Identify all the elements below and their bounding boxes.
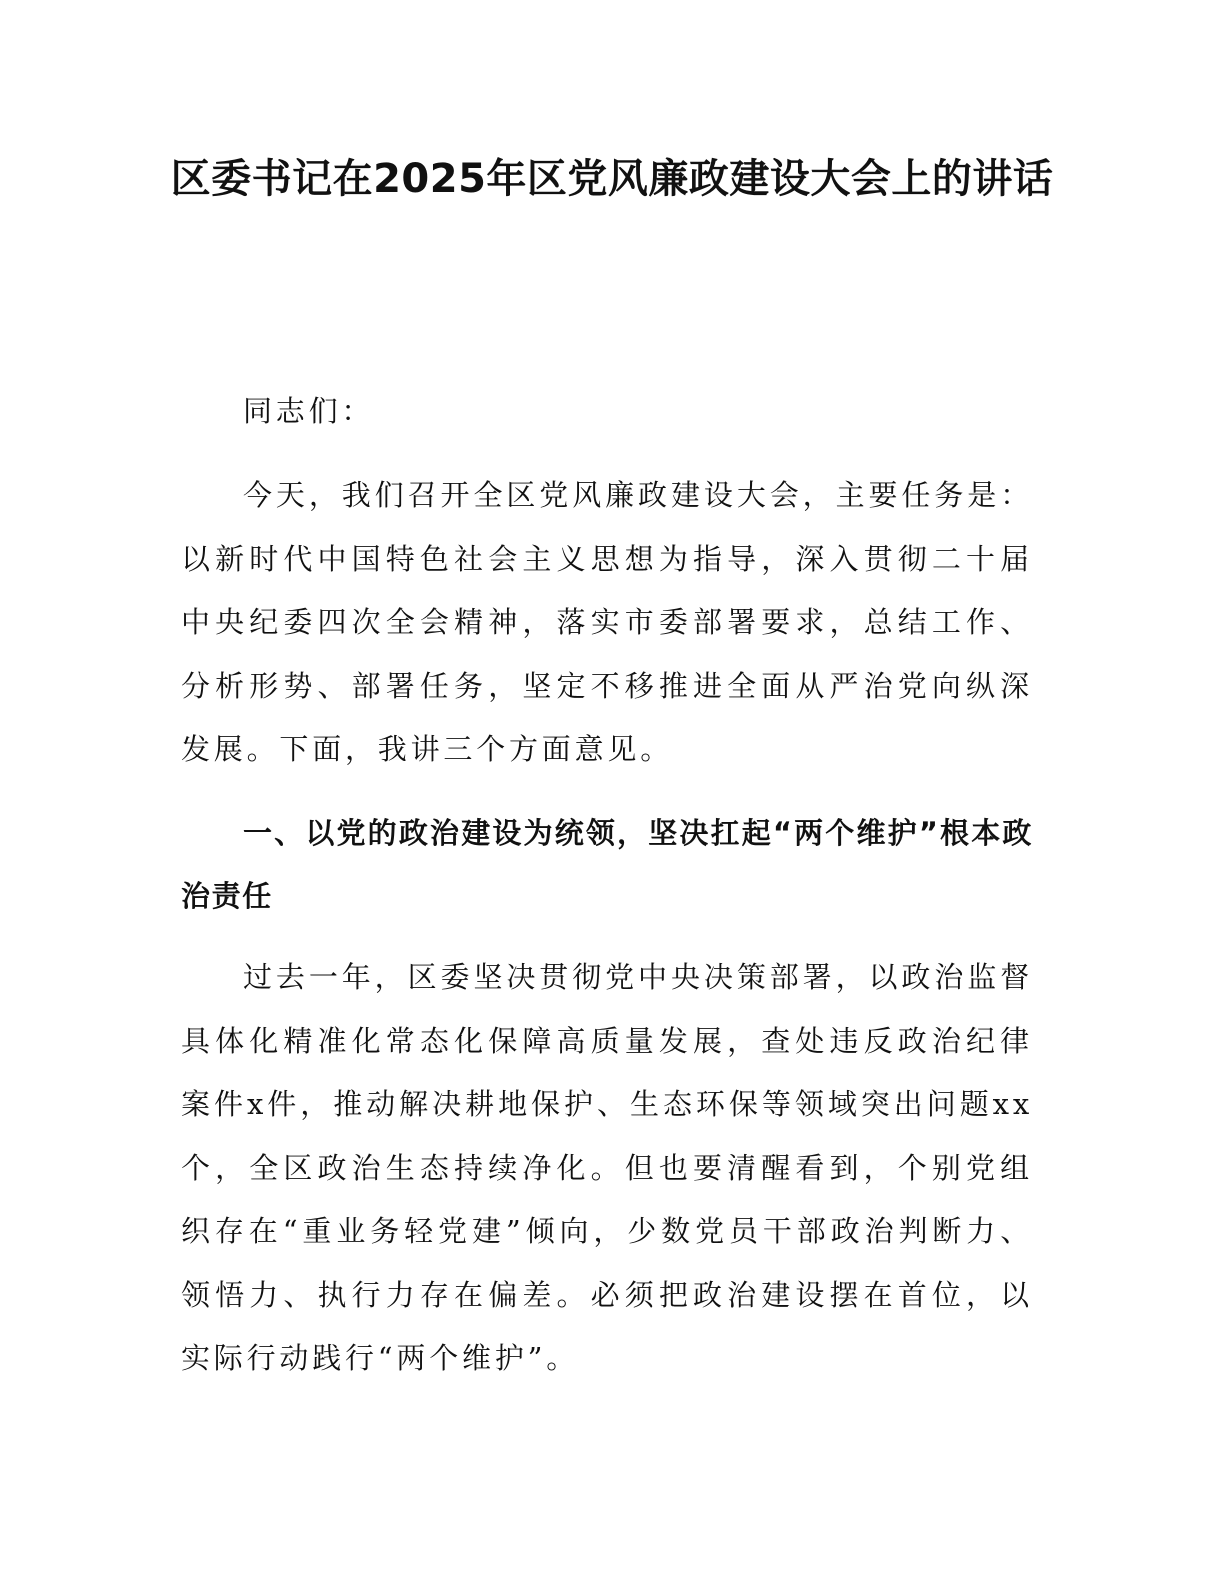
section-1-heading: 一、以党的政治建设为统领，坚决扛起“两个维护”根本政治责任: [181, 816, 1033, 913]
intro-paragraph: 今天，我们召开全区党风廉政建设大会，主要任务是：以新时代中国特色社会主义思想为指导，深入贯彻二十届中央纪委四次全会精神，落实市委部署要求，总结工作、分析形势、部署任务，坚定不移推进全面从严治党向纵深发展。下面，我讲三个方面意见。: [181, 478, 1033, 766]
document-title: 区委书记在2025年区党风廉政建设大会上的讲话: [170, 156, 1054, 202]
salutation: 同志们：: [243, 394, 375, 428]
section-1-paragraph: 过去一年，区委坚决贯彻党中央决策部署，以政治监督具体化精准化常态化保障高质量发展，查处违反政治纪律案件x件，推动解决耕地保护、生态环保等领域突出问题xx个，全区政治生态持续净化。但也要清醒看到，个别党组织存在“重业务轻党建”倾向，少数党员干部政治判断力、领悟力、执行力存在偏差。必须把政治建设摆在首位，以实际行动践行“两个维护”。: [181, 960, 1033, 1375]
